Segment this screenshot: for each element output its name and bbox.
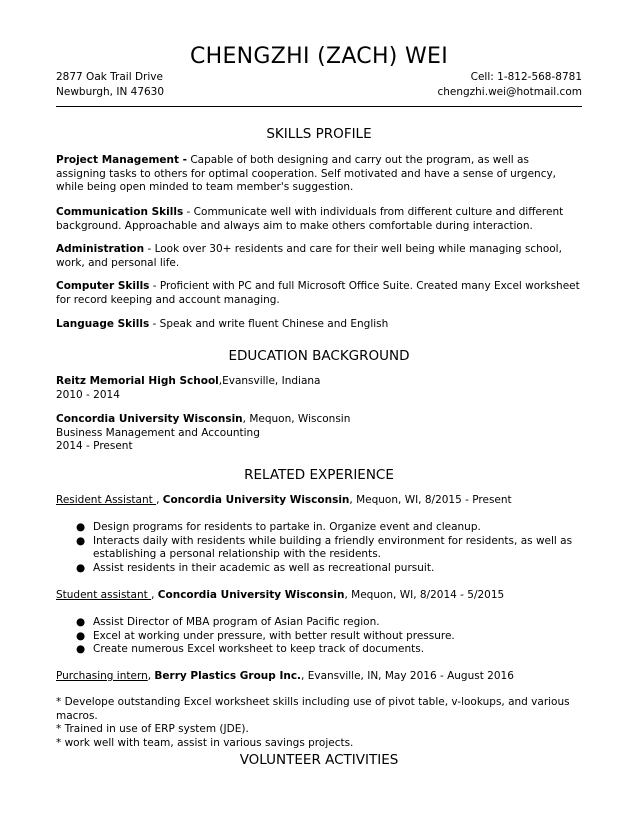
bullet-icon: ● bbox=[76, 616, 86, 628]
school-dates: 2010 - 2014 bbox=[56, 388, 120, 401]
education-school-line bbox=[56, 413, 582, 427]
school-name: Concordia University Wisconsin bbox=[56, 413, 243, 425]
job-role: Resident Assistant bbox=[56, 494, 157, 506]
skill-item bbox=[56, 318, 582, 332]
job-separator: , bbox=[147, 670, 155, 682]
duty-text: Assist residents in their academic as well as recreational pursuit. bbox=[93, 561, 435, 574]
job-separator: , bbox=[156, 494, 163, 506]
address-line-1: 2877 Oak Trail Drive bbox=[56, 71, 163, 83]
email-address: chengzhi.wei@hotmail.com bbox=[437, 86, 582, 98]
job-org: Concordia University Wisconsin bbox=[162, 494, 350, 506]
school-location: ,Evansville, Indiana bbox=[218, 375, 321, 387]
job-note: * work well with team, assist in various savings projects. bbox=[56, 736, 354, 749]
skill-label: Communication Skills bbox=[56, 206, 184, 218]
duty-text: Design programs for residents to partake in. Organize event and cleanup. bbox=[93, 521, 481, 533]
school-dates: 2014 - Present bbox=[56, 440, 133, 453]
bullet-icon: ● bbox=[76, 534, 86, 547]
job-notes bbox=[56, 696, 582, 750]
job-role: Purchasing intern bbox=[56, 670, 148, 682]
skills-section-title: SKILLS PROFILE bbox=[266, 126, 372, 142]
skill-text: - Communicate well with individuals from different culture and different background. Approachable and always aim to make others comfortable during interaction. bbox=[56, 206, 564, 232]
job-note: * Develope outstanding Excel worksheet skills including use of pivot table, v-lookups, and various macros. bbox=[56, 696, 570, 722]
skill-label: Language Skills bbox=[56, 318, 150, 330]
job-detail: , Evansville, IN, May 2016 - August 2016 bbox=[301, 670, 514, 682]
duty-text: Create numerous Excel worksheet to keep track of documents. bbox=[93, 643, 425, 656]
header-divider bbox=[56, 106, 582, 107]
school-location: , Mequon, Wisconsin bbox=[242, 413, 351, 425]
bullet-icon: ● bbox=[76, 643, 86, 656]
skill-text: Capable of both designing and carry out the program, as well as assigning tasks to others for optimal cooperation. Self motivated and have a sense of urgency, while being open minded to team member's suggestion. bbox=[56, 154, 557, 194]
job-note: * Trained in use of ERP system (JDE). bbox=[56, 723, 249, 736]
job-duties-list bbox=[56, 616, 582, 657]
resume-name: CHENGZHI (ZACH) WEI bbox=[189, 44, 449, 69]
education-school-line bbox=[56, 375, 582, 389]
list-item bbox=[56, 616, 582, 630]
address-line-2: Newburgh, IN 47630 bbox=[56, 86, 165, 98]
cell-phone: Cell: 1-812-568-8781 bbox=[470, 71, 582, 83]
job-org: Concordia University Wisconsin bbox=[157, 589, 345, 601]
job-role: Student assistant bbox=[56, 589, 152, 601]
list-item bbox=[56, 535, 582, 562]
education-entry bbox=[56, 375, 582, 402]
job-detail: , Mequon, WI, 8/2015 - Present bbox=[349, 494, 512, 506]
volunteer-section-title: VOLUNTEER ACTIVITIES bbox=[239, 752, 399, 768]
job-separator: , bbox=[151, 589, 158, 601]
job-heading bbox=[56, 494, 582, 508]
experience-section-title: RELATED EXPERIENCE bbox=[244, 467, 394, 483]
skill-text: - Proficient with PC and full Microsoft Office Suite. Created many Excel worksheet for record keeping and account managing. bbox=[56, 280, 580, 306]
duty-text: Assist Director of MBA program of Asian Pacific region. bbox=[93, 616, 380, 628]
skill-item bbox=[56, 243, 582, 270]
skill-label: Project Management - bbox=[56, 154, 188, 166]
bullet-icon: ● bbox=[76, 561, 86, 574]
skill-item bbox=[56, 280, 582, 307]
skill-text: - Look over 30+ residents and care for their well being while managing school, work, and personal life. bbox=[56, 243, 562, 269]
skill-label: Computer Skills bbox=[56, 280, 150, 292]
contact-block bbox=[437, 70, 582, 100]
education-section-title: EDUCATION BACKGROUND bbox=[228, 348, 410, 364]
job-heading bbox=[56, 589, 582, 603]
list-item bbox=[56, 643, 582, 657]
list-item bbox=[56, 630, 582, 644]
skill-item bbox=[56, 206, 582, 233]
address-block bbox=[56, 70, 164, 100]
job-duties-list bbox=[56, 521, 582, 575]
education-entry bbox=[56, 413, 582, 454]
bullet-icon: ● bbox=[76, 521, 86, 533]
duty-text: Excel at working under pressure, with better result without pressure. bbox=[93, 629, 455, 642]
job-heading bbox=[56, 670, 582, 684]
duty-text: Interacts daily with residents while building a friendly environment for residents, as well as establishing a personal relationship with the residents. bbox=[93, 534, 573, 561]
list-item bbox=[56, 562, 582, 576]
skill-item bbox=[56, 154, 582, 195]
skill-label: Administration bbox=[56, 243, 145, 255]
school-major: Business Management and Accounting bbox=[56, 426, 260, 439]
job-detail: , Mequon, WI, 8/2014 - 5/2015 bbox=[344, 589, 505, 601]
bullet-icon: ● bbox=[76, 629, 86, 642]
list-item bbox=[56, 521, 582, 535]
skill-text: - Speak and write fluent Chinese and English bbox=[149, 318, 389, 330]
school-name: Reitz Memorial High School bbox=[56, 375, 219, 387]
job-org: Berry Plastics Group Inc. bbox=[154, 670, 302, 682]
